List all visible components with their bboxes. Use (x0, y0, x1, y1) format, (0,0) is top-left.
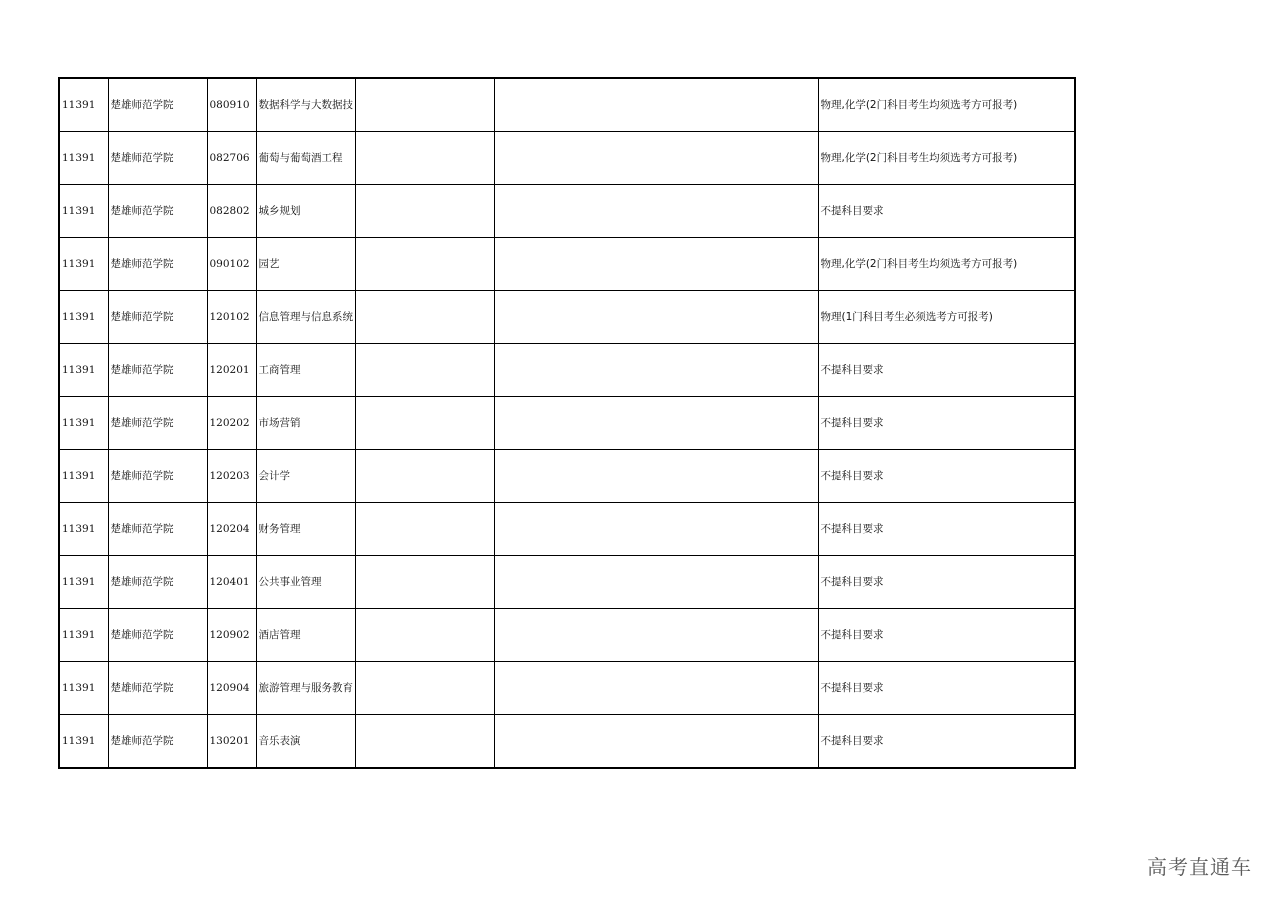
table-row (59, 132, 1075, 185)
empty-cell (494, 662, 818, 715)
major-code-cell: 120202 (207, 397, 256, 450)
major-name-cell: 旅游管理与服务教育 (256, 662, 355, 715)
major-name-cell: 财务管理 (256, 503, 355, 556)
school-code-cell: 11391 (59, 344, 108, 397)
subject-requirement-cell: 不提科目要求 (818, 662, 1075, 715)
empty-cell (355, 78, 494, 132)
subject-requirement-cell: 不提科目要求 (818, 503, 1075, 556)
empty-cell (494, 503, 818, 556)
empty-cell (494, 78, 818, 132)
table-row (59, 78, 1075, 132)
table-row (59, 609, 1075, 662)
subject-requirement-cell: 物理,化学(2门科目考生均须选考方可报考) (818, 238, 1075, 291)
school-name-cell: 楚雄师范学院 (108, 556, 207, 609)
empty-cell (494, 556, 818, 609)
major-code-cell: 120203 (207, 450, 256, 503)
subject-requirement-cell: 物理,化学(2门科目考生均须选考方可报考) (818, 132, 1075, 185)
major-code-cell: 120204 (207, 503, 256, 556)
empty-cell (494, 609, 818, 662)
empty-cell (355, 185, 494, 238)
major-name-cell: 城乡规划 (256, 185, 355, 238)
empty-cell (355, 238, 494, 291)
school-code-cell: 11391 (59, 291, 108, 344)
table-row (59, 556, 1075, 609)
empty-cell (494, 185, 818, 238)
table-row (59, 344, 1075, 397)
subject-requirement-cell: 不提科目要求 (818, 185, 1075, 238)
subject-requirement-cell: 不提科目要求 (818, 344, 1075, 397)
empty-cell (355, 715, 494, 769)
major-name-cell: 市场营销 (256, 397, 355, 450)
school-name-cell: 楚雄师范学院 (108, 662, 207, 715)
major-code-cell: 082802 (207, 185, 256, 238)
major-code-cell: 090102 (207, 238, 256, 291)
empty-cell (355, 662, 494, 715)
empty-cell (355, 397, 494, 450)
table-row (59, 185, 1075, 238)
table-body (59, 78, 1075, 768)
school-code-cell: 11391 (59, 503, 108, 556)
school-name-cell: 楚雄师范学院 (108, 238, 207, 291)
major-code-cell: 120401 (207, 556, 256, 609)
major-name-cell: 会计学 (256, 450, 355, 503)
table-row (59, 291, 1075, 344)
subject-requirement-cell: 不提科目要求 (818, 450, 1075, 503)
major-code-cell: 120902 (207, 609, 256, 662)
major-code-cell: 120201 (207, 344, 256, 397)
major-name-cell: 信息管理与信息系统 (256, 291, 355, 344)
empty-cell (355, 450, 494, 503)
empty-cell (355, 132, 494, 185)
major-code-cell: 120102 (207, 291, 256, 344)
school-code-cell: 11391 (59, 556, 108, 609)
school-name-cell: 楚雄师范学院 (108, 344, 207, 397)
empty-cell (355, 556, 494, 609)
table-row (59, 715, 1075, 769)
school-code-cell: 11391 (59, 185, 108, 238)
table-row (59, 238, 1075, 291)
empty-cell (355, 291, 494, 344)
school-code-cell: 11391 (59, 397, 108, 450)
subject-requirement-cell: 物理(1门科目考生必须选考方可报考) (818, 291, 1075, 344)
major-code-cell: 130201 (207, 715, 256, 769)
table-row (59, 397, 1075, 450)
subject-requirement-cell: 不提科目要求 (818, 397, 1075, 450)
school-name-cell: 楚雄师范学院 (108, 78, 207, 132)
major-requirements-table (58, 77, 1076, 769)
subject-requirement-cell: 不提科目要求 (818, 556, 1075, 609)
school-name-cell: 楚雄师范学院 (108, 609, 207, 662)
subject-requirement-cell: 不提科目要求 (818, 609, 1075, 662)
major-name-cell: 酒店管理 (256, 609, 355, 662)
school-code-cell: 11391 (59, 78, 108, 132)
subject-requirement-cell: 不提科目要求 (818, 715, 1075, 769)
empty-cell (355, 609, 494, 662)
major-name-cell: 公共事业管理 (256, 556, 355, 609)
major-code-cell: 080910 (207, 78, 256, 132)
school-name-cell: 楚雄师范学院 (108, 503, 207, 556)
table-row (59, 662, 1075, 715)
table-row (59, 503, 1075, 556)
empty-cell (494, 344, 818, 397)
school-code-cell: 11391 (59, 662, 108, 715)
subject-requirement-cell: 物理,化学(2门科目考生均须选考方可报考) (818, 78, 1075, 132)
empty-cell (494, 132, 818, 185)
major-name-cell: 工商管理 (256, 344, 355, 397)
school-code-cell: 11391 (59, 238, 108, 291)
empty-cell (494, 450, 818, 503)
school-name-cell: 楚雄师范学院 (108, 450, 207, 503)
school-name-cell: 楚雄师范学院 (108, 132, 207, 185)
major-name-cell: 葡萄与葡萄酒工程 (256, 132, 355, 185)
major-code-cell: 082706 (207, 132, 256, 185)
empty-cell (494, 715, 818, 769)
school-name-cell: 楚雄师范学院 (108, 397, 207, 450)
major-code-cell: 120904 (207, 662, 256, 715)
empty-cell (494, 238, 818, 291)
school-code-cell: 11391 (59, 450, 108, 503)
school-code-cell: 11391 (59, 609, 108, 662)
major-name-cell: 数据科学与大数据技 (256, 78, 355, 132)
school-code-cell: 11391 (59, 715, 108, 769)
major-name-cell: 园艺 (256, 238, 355, 291)
table-row (59, 450, 1075, 503)
major-name-cell: 音乐表演 (256, 715, 355, 769)
school-name-cell: 楚雄师范学院 (108, 715, 207, 769)
school-code-cell: 11391 (59, 132, 108, 185)
watermark-logo-text: 高考直通车 (1147, 855, 1252, 879)
school-name-cell: 楚雄师范学院 (108, 185, 207, 238)
empty-cell (494, 291, 818, 344)
empty-cell (494, 397, 818, 450)
school-name-cell: 楚雄师范学院 (108, 291, 207, 344)
empty-cell (355, 503, 494, 556)
empty-cell (355, 344, 494, 397)
